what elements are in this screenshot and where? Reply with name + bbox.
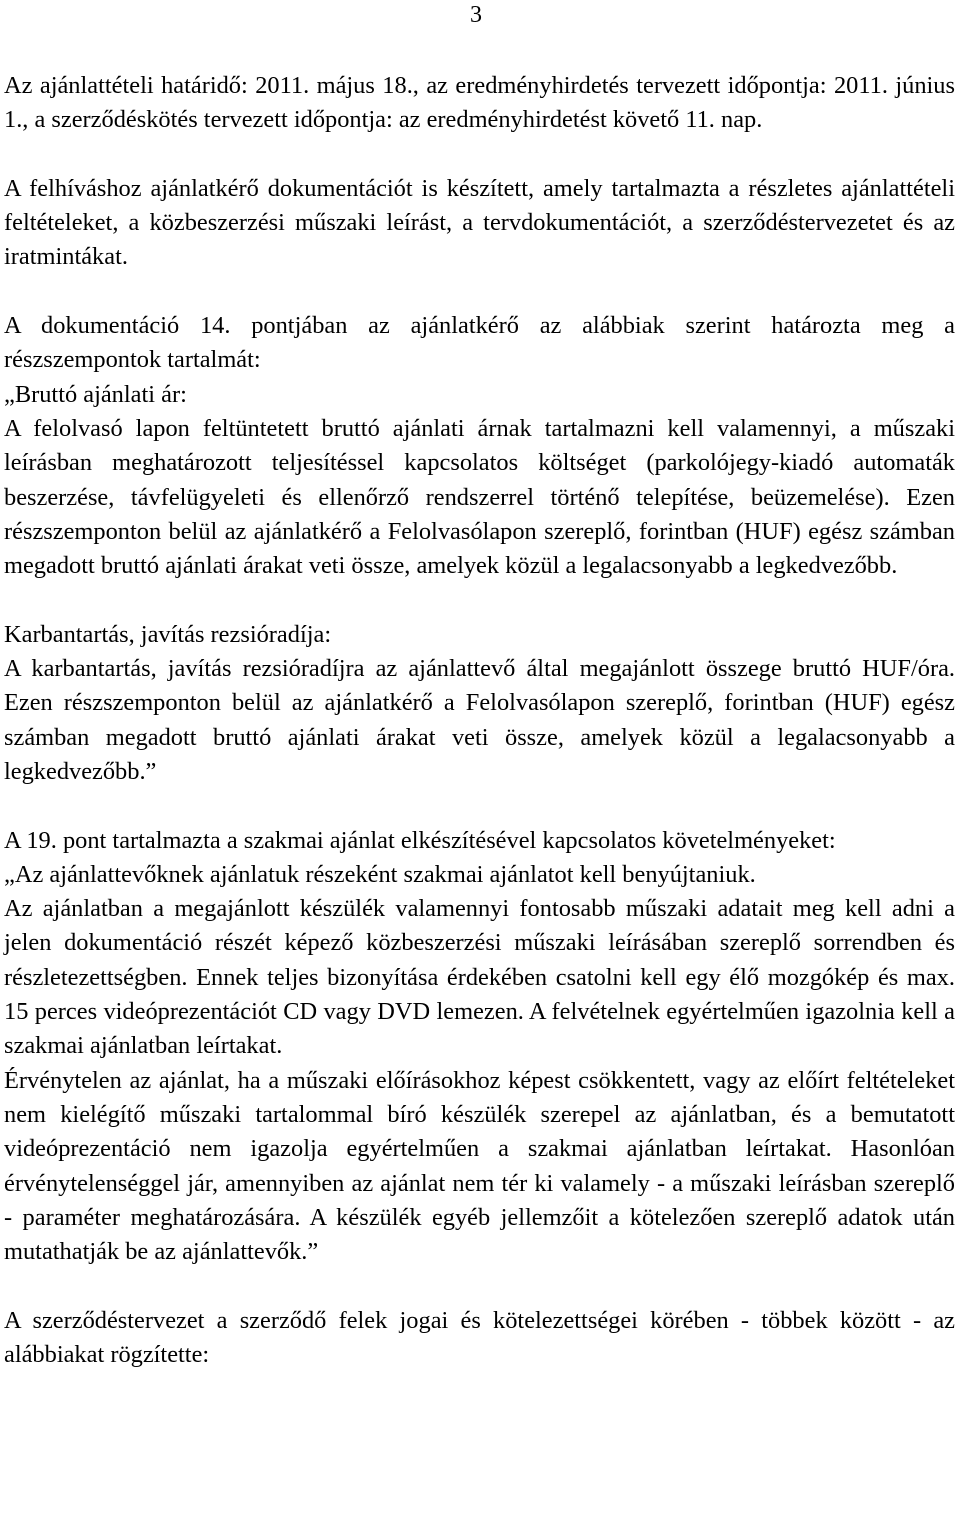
deadlines-paragraph: Az ajánlattételi határidő: 2011. május 18., az eredményhirdetés tervezett időpontja: 2011. június 1., a szerződéskötés tervezett időpontja: az eredményhirdetést követő 11. nap. [4,72,955,134]
professional-offer-intro-paragraph: A 19. pont tartalmazta a szakmai ajánlat elkészítésével kapcsolatos követelményeket: [4,826,836,854]
maintenance-paragraph: A karbantartás, javítás rezsióradíjra az ajánlattevő által megajánlott összege bruttó HUF/óra. Ezen részszemponton belül az ajánlatkérő a Felolvasólapon szereplő, forintban (HUF) egész számban megadott bruttó ajánlati árakat veti össze, amelyek közül a legalacsonyabb a legkedvezőbb.” [4,655,955,785]
invalidity-paragraph: Érvénytelen az ajánlat, ha a műszaki előírásokhoz képest csökkentett, vagy az előírt feltételeket nem kielégítő műszaki tartalommal bíró készülék szerepel az ajánlatban, és a bemutatott videóprezentáció nem igazolja egyértelműen a szakmai ajánlatban leírtakat. Hasonlóan érvénytelenséggel jár, amennyiben az ajánlat nem tér ki valamely - a műszaki leírásban szereplő - paraméter meghatározására. A készülék egyéb jellemzőit a kötelezően szereplő adatok után mutathatják be az ajánlattevők.” [4,1066,955,1266]
maintenance-heading: Karbantartás, javítás rezsióradíja: [4,620,332,648]
page-number: 3 [470,2,482,28]
gross-price-paragraph: A felolvasó lapon feltüntetett bruttó ajánlati árnak tartalmazni kell valamennyi, a műszaki leírásban meghatározott teljesítéssel kapcsolatos költséget (parkolójegy-kiadó automaták beszerzése, távfelügyeleti és ellenőrző rendszerrel történő telepítése, beüzemelése). Ezen részszemponton belül az ajánlatkérő a Felolvasólapon szereplő, forintban (HUF) egész számban megadott bruttó ajánlati árakat veti össze, amelyek közül a legalacsonyabb a legkedvezőbb. [4,414,955,580]
gross-price-heading: „Bruttó ajánlati ár: [4,380,187,408]
document-body [4,69,955,1372]
technical-data-paragraph: Az ajánlatban a megajánlott készülék valamennyi fontosabb műszaki adatait meg kell adni a jelen dokumentáció részét képező közbeszerzési műszaki leírásában szereplő sorrendben és részletezettségben. Ennek teljes bizonyítása érdekében csatolni kell egy élő mozgókép és max. 15 perces videóprezentációt CD vagy DVD lemezen. A felvételnek egyértelműen igazolnia kell a szakmai ajánlatban leírtakat. [4,895,955,1060]
documentation-paragraph: A felhíváshoz ajánlatkérő dokumentációt is készített, amely tartalmazta a részletes ajánlattételi feltételeket, a közbeszerzési műszaki leírást, a tervdokumentációt, a szerződéstervezetet és az iratmintákat. [4,174,955,271]
contract-draft-paragraph: A szerződéstervezet a szerződő felek jogai és kötelezettségei körében - többek között - az alábbiakat rögzítette: [4,1306,955,1368]
subcriteria-intro-paragraph: A dokumentáció 14. pontjában az ajánlatkérő az alábbiak szerint határozta meg a részszempontok tartalmát: [4,312,955,374]
professional-offer-heading: „Az ajánlattevőknek ajánlatuk részeként szakmai ajánlatot kell benyújtaniuk. [4,860,756,888]
